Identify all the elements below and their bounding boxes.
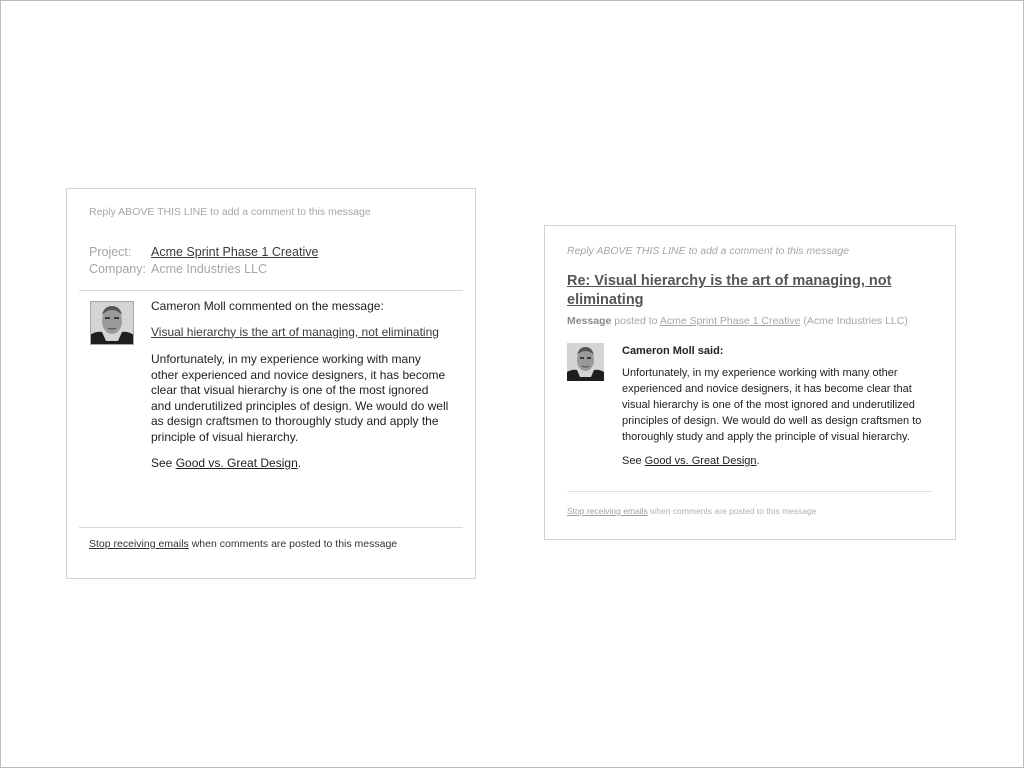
see-suffix: . (297, 456, 302, 470)
email-card-after (544, 225, 956, 540)
email-card-before (66, 188, 476, 579)
divider-bottom (79, 527, 463, 528)
company-label: Company: (89, 262, 146, 276)
avatar (567, 343, 604, 381)
good-vs-great-link[interactable]: Good vs. Great Design (644, 455, 757, 467)
project-label: Project: (89, 245, 132, 259)
stop-receiving-link[interactable]: Stop receiving emails (89, 538, 189, 550)
comment-text: Unfortunately, in my experience working with many other experienced and novice designers, it has become clear that visual hierarchy is one of the most ignored and underutilized principles of design. We would do well as design craftsmen to thoroughly study and apply the principle of visual hierarchy. (151, 352, 449, 444)
divider-bottom (567, 491, 933, 492)
posted-label: Message (567, 315, 612, 327)
divider-top (79, 290, 463, 291)
see-prefix: See (151, 456, 176, 470)
author-said: Cameron Moll said: (622, 345, 724, 357)
stop-receiving-link[interactable]: Stop receiving emails (567, 506, 648, 516)
project-link[interactable]: Acme Sprint Phase 1 Creative (151, 245, 319, 259)
good-vs-great-link[interactable]: Good vs. Great Design (175, 456, 298, 470)
see-line (151, 456, 451, 472)
footer-text: when comments are posted to this message (188, 538, 398, 550)
project-link[interactable]: Acme Sprint Phase 1 Creative (659, 315, 801, 327)
message-body (151, 299, 451, 472)
posted-middle: posted to (611, 315, 660, 327)
message-title-link[interactable]: Re: Visual hierarchy is the art of managing, not eliminating (567, 273, 892, 308)
message-subject-link[interactable]: Visual hierarchy is the art of managing, not eliminating (151, 324, 439, 339)
message-body (622, 343, 932, 469)
see-line (622, 453, 932, 469)
see-prefix: See (622, 455, 645, 467)
footer-text: when comments are posted to this message (647, 506, 817, 516)
message-meta (89, 244, 318, 278)
see-suffix: . (756, 455, 760, 467)
avatar (90, 301, 134, 345)
email-footer (89, 538, 397, 550)
reply-above-line: Reply ABOVE THIS LINE to add a comment to this message (89, 206, 371, 218)
company-value: Acme Industries LLC (151, 262, 268, 276)
project-row (89, 244, 318, 261)
email-footer (567, 506, 816, 516)
company-row (89, 261, 318, 278)
commenter-line: Cameron Moll commented on the message: (151, 299, 384, 313)
reply-above-line: Reply ABOVE THIS LINE to add a comment to this message (567, 245, 850, 257)
posted-company: (Acme Industries LLC) (800, 315, 908, 327)
posted-line (567, 315, 908, 327)
comment-text: Unfortunately, in my experience working with many other experienced and novice designers, it has become clear that visual hierarchy is one of the most ignored and underutilized principles of design. We would do well as design craftsmen to thoroughly study and apply the principle of visual hierarchy. (622, 367, 922, 443)
